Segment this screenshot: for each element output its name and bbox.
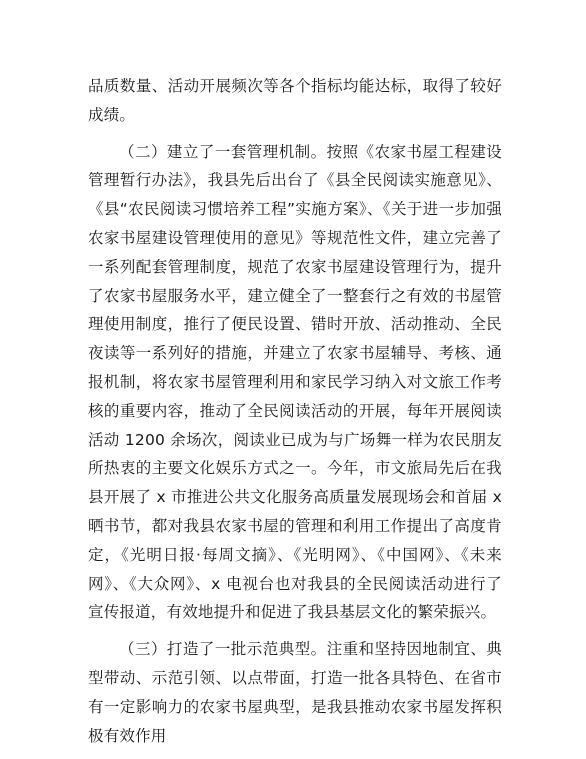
paragraph-spacer bbox=[88, 627, 502, 635]
paragraph-spacer bbox=[88, 130, 502, 138]
paragraph-management-mechanism: （二）建立了一套管理机制。按照《农家书屋工程建设管理暂行办法》，我县先后出台了《县全民阅读实施意见》、《县“农民阅读习惯培养工程”实施方案》、《关于进一步加强农家书屋建设管理使用的意见》等规范性文件，建立完善了一系列配套管理制度，规范了农家书屋建设管理行为，提升了农家书屋服务水平，建立健全了一整套行之有效的书屋管理使用制度，推行了便民设置、错时开放、活动推动、全民夜读等一系列好的措施，并建立了农家书屋辅导、考核、通报机制，将农家书屋管理利用和家民学习纳入对文旅工作考核的重要内容，推动了全民阅读活动的开展，每年开展阅读活动 1200 余场次，阅读业已成为与广场舞一样为农民朋友所热衷的主要文化娱乐方式之一。今年，市文旅局先后在我县开展了 x 市推进公共文化服务高质量发展现场会和首届 x 晒书节，都对我县农家书屋的管理和利用工作提出了高度肯定，《光明日报·每周文摘》、《光明网》、《中国网》、《未来网》、《大众网》、x 电视台也对我县的全民阅读活动进行了宣传报道，有效地提升和促进了我县基层文化的繁荣振兴。 bbox=[88, 142, 502, 622]
paragraph-demonstration-models: （三）打造了一批示范典型。注重和坚持因地制宜、典型带动、示范引领、以点带面，打造一批各具特色、在省市有一定影响力的农家书屋典型，是我县推动农家书屋发挥积极有效作用 bbox=[88, 640, 502, 745]
paragraph-conclusion: 品质数量、活动开展频次等各个指标均能达标，取得了较好成绩。 bbox=[88, 77, 502, 124]
document-page bbox=[88, 72, 502, 750]
